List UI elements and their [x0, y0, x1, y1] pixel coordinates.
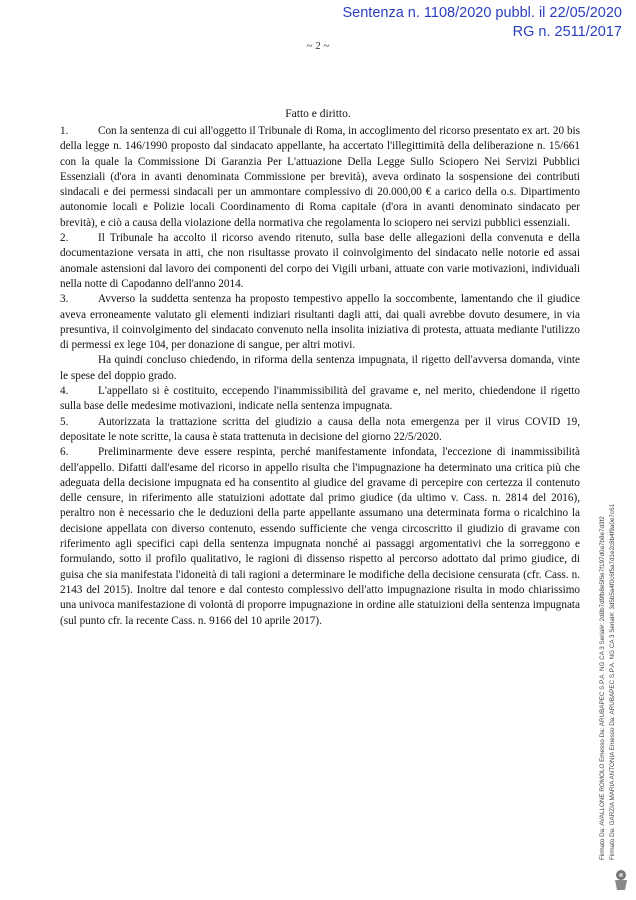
section-title: Fatto e diritto. — [285, 108, 351, 120]
page-number: ~ 2 ~ — [306, 40, 330, 52]
paragraph — [60, 353, 580, 384]
paragraph-number: 6. — [60, 446, 69, 459]
paragraph-text: Preliminarmente deve essere respinta, perché manifestamente infondata, l'eccezione di inammissibilità dell'appello. Difatti dall'esame del ricorso in appello risulta che l'impugnazione ha determinato una critica più che adeguata della decisione impugnata ed ha consentito al giudice del gravame di percepire con certezza il contenuto delle censure, in riferimento alle statuizioni adottate dal primo giudice (da ultimo v. Cass. n. 2814 del 2016), peraltro non è necessario che le deduzioni della parte appellante assumano una determinata forma o ricalchino la decisione appellata con diverso contenuto, essendo sufficiente che venga circoscritto il giudizio di gravame con riferimento agli specifici capi della sentenza impugnata nonché ai passaggi argomentativi che la sorreggono e formulando, sotto il profilo qualitativo, le ragioni di dissenso rispetto al percorso adottato dal primo giudice, di guisa che sia manifestata l'idoneità di tali ragioni a determinare le modifiche della decisione censurata (cfr. Cass. n. 2143 del 2015). Inoltre dal tenore e dal contesto complessivo dell'atto impugnazione risulta in modo chiarissimo una univoca manifestazione di volontà di proporre impugnazione in ordine alle statuizioni della sentenza impugnata (sul punto cfr. la recente Cass. n. 9166 del 10 aprile 2017). — [60, 446, 580, 627]
paragraph — [60, 384, 580, 415]
paragraph — [60, 445, 580, 629]
paragraph-number: 4. — [60, 385, 69, 398]
signature-line-2: Firmato Da: GARZIA MARIA ANTONIA Emesso Da: ARUBAPEC S.P.A. NG CA 3 Serial#: 3d5b5a4f0c6f5a7d1e2c8b4f9a0e7c61 — [609, 503, 616, 860]
paragraph-text: Ha quindi concluso chiedendo, in riforma della sentenza impugnata, il rigetto dell'avversa domanda, vinte le spese del doppio grado. — [60, 354, 580, 382]
paragraph-number: 1. — [60, 125, 69, 137]
paragraph — [60, 415, 580, 446]
paragraph — [60, 231, 580, 292]
republic-seal-icon — [612, 868, 630, 892]
paragraph-number: 3. — [60, 293, 69, 306]
document-body — [60, 124, 580, 629]
signature-sidebar — [598, 504, 618, 860]
paragraph-text: Con la sentenza di cui all'oggetto il Tribunale di Roma, in accoglimento del ricorso presentato ex art. 20 bis della legge n. 146/1990 proposto dal sindacato appellante, ha accertato l'illegittimità della deliberazione n. 15/661 con la quale la Commissione Di Garanzia Per L'attuazione Della Legge Sullo Sciopero Nei Servizi Pubblici Essenziali (d'ora in avanti denominata Commissione per brevità), aveva ordinato la sospensione dei contributi sindacali e dei permessi sindacali per un ammontare complessivo di 20.000,00 € a carico della o.s. Dipartimento autonomie locali e Polizie locali Coordinamento di Roma capitale (d'ora in avanti denominato sindacato per brevità), e ciò a causa della violazione della normativa che regolamenta lo sciopero nei servizi pubblici essenziali. — [60, 125, 580, 229]
document-header — [343, 4, 623, 42]
paragraph-text: L'appellato si è costituito, eccependo l'inammissibilità del gravame e, nel merito, chiedendone il rigetto sulla base delle medesime motivazioni, indicate nella sentenza impugnata. — [60, 385, 580, 413]
paragraph — [60, 124, 580, 231]
paragraph-number: 5. — [60, 415, 69, 428]
paragraph-text: Autorizzata la trattazione scritta del giudizio a causa della nota emergenza per il virus COVID 19, depositate le note scritte, la causa è stata trattenuta in decisione del giorno 22/5/2020. — [60, 415, 580, 443]
paragraph-text: Avverso la suddetta sentenza ha proposto tempestivo appello la soccombente, lamentando che il giudice aveva erroneamente valutato gli elementi indiziari risultanti dagli atti, dai quali avrebbe dovuto desumere, in via presuntiva, il coinvolgimento del sindacato convenuto nella insolita iniziativa di protesta, attuata mediante l'utilizzo di permessi ex lege 104, per donazione di sangue, per altri motivi. — [60, 293, 580, 352]
case-number: RG n. 2511/2017 — [512, 24, 622, 40]
paragraph — [60, 292, 580, 353]
paragraph-text: Il Tribunale ha accolto il ricorso avendo ritenuto, sulla base delle allegazioni della convenuta e della documentazione versata in atti, che non risultasse provato il coinvolgimento del sindacato nelle notorie ed assai anomale astensioni dal lavoro dei componenti del corpo dei Vigili urbani, attuate con varie motivazioni, individuali nella notte di Capodanno dell'anno 2014. — [60, 232, 580, 290]
sentence-reference: Sentenza n. 1108/2020 pubbl. il 22/05/2020 — [342, 5, 622, 21]
paragraph-number: 2. — [60, 232, 69, 245]
signature-line-1: Firmato Da: AVALLONE ROMOLO Emesso Da: ARUBAPEC S.P.A. NG CA 3 Serial#: 2d8b7d9fb8e5f6e7f197d0a7b8e7d3f2 — [599, 516, 606, 860]
